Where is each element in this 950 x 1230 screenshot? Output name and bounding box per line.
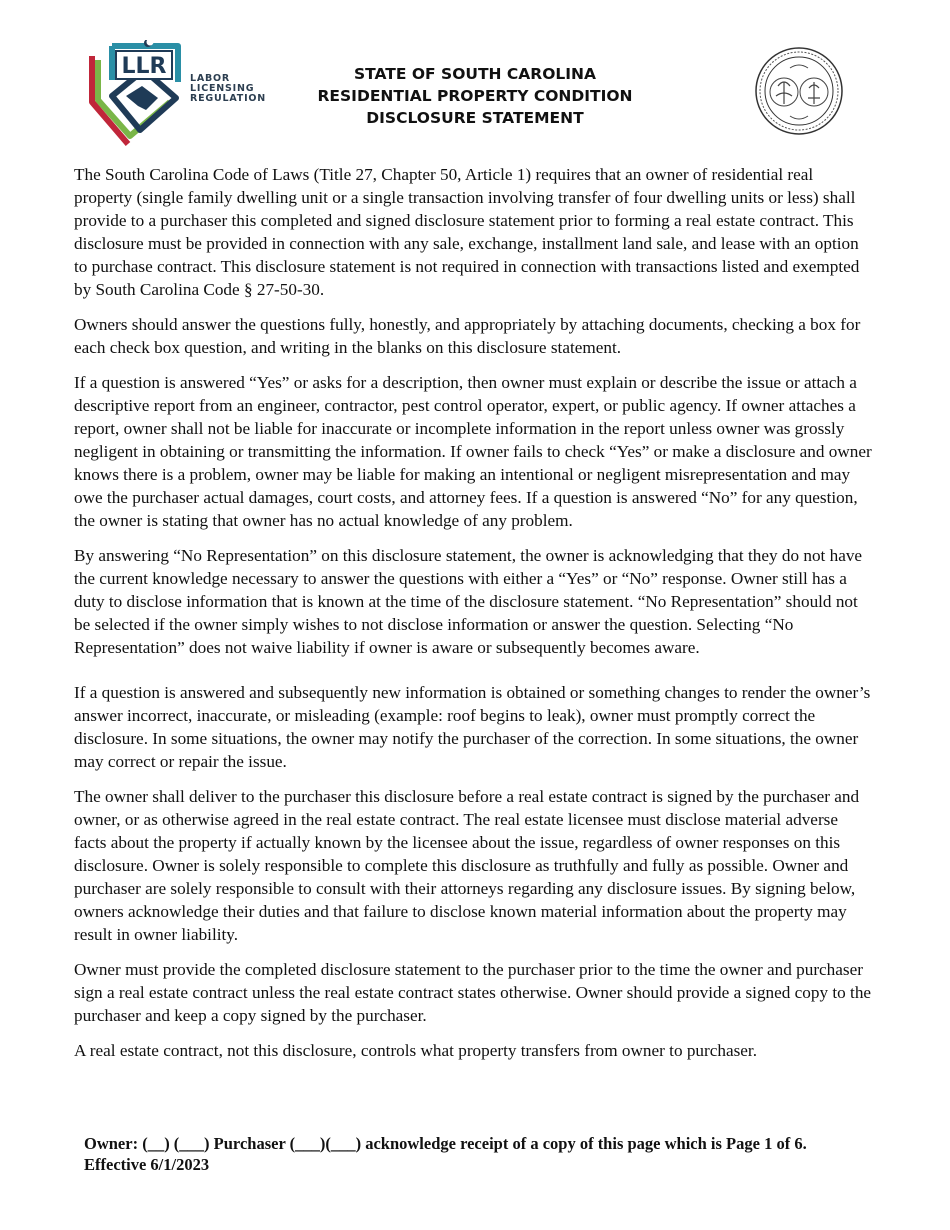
state-seal-icon	[754, 46, 844, 136]
logo-line-licensing: LICENSING	[190, 83, 255, 94]
llr-logo	[86, 40, 266, 150]
llr-mark-text: LLR	[121, 54, 167, 79]
effective-date: Effective 6/1/2023	[84, 1155, 210, 1174]
title-line-1: STATE OF SOUTH CAROLINA	[353, 65, 596, 83]
title-line-3: DISCLOSURE STATEMENT	[366, 109, 584, 127]
paragraph-yes-answers: If a question is answered “Yes” or asks for a description, then owner must explain or describe the issue or attach a descriptive report from an engineer, contractor, pest control operator, expert, or public agency. If owner attaches a report, owner shall not be liable for inaccurate or incomplete information in the report unless owner was grossly negligent in obtaining or transmitting the information. If owner fails to check “Yes” or make a disclosure and owner knows there is a problem, owner may be liable for making an intentional or negligent misrepresentation and may owe the purchaser actual damages, court costs, and attorney fees. If a question is answered “No” for any question, the owner is stating that owner has no actual knowledge of any problem.	[74, 373, 872, 530]
logo-line-regulation: REGULATION	[190, 93, 267, 104]
paragraph-provide-copy: Owner must provide the completed disclosure statement to the purchaser prior to the time the owner and purchaser sign a real estate contract unless the real estate contract states otherwise. Owner should provide a signed copy to the purchaser and keep a copy signed by the purchaser.	[74, 960, 872, 1025]
title-line-2: RESIDENTIAL PROPERTY CONDITION	[317, 87, 633, 105]
acknowledgment-line: Owner: (__) (___) Purchaser (___)(___) acknowledge receipt of a copy of this page which is Page 1 of 6.	[84, 1134, 807, 1153]
page-header	[0, 0, 950, 160]
paragraph-answer-fully: Owners should answer the questions fully, honestly, and appropriately by attaching documents, checking a box for each check box question, and writing in the blanks on this disclosure statement.	[74, 315, 861, 357]
paragraph-new-information: If a question is answered and subsequently new information is obtained or something changes to render the owner’s answer incorrect, inaccurate, or misleading (example: roof begins to leak), owner must promptly correct the disclosure. In some situations, the owner may notify the purchaser of the correction. In some situations, the owner may correct or repair the issue.	[74, 683, 871, 771]
paragraph-code-of-laws: The South Carolina Code of Laws (Title 27, Chapter 50, Article 1) requires that an owner of residential real property (single family dwelling unit or a single transaction involving transfer of four dwelling units or less) shall provide to a purchaser this completed and signed disclosure statement prior to forming a real estate contract. This disclosure must be provided in connection with any sale, exchange, installment land sale, and lease with an option to purchase contract. This disclosure statement is not required in connection with transactions listed and exempted by South Carolina Code § 27-50-30.	[74, 165, 860, 299]
logo-line-labor: LABOR	[190, 73, 231, 84]
paragraph-contract-controls: A real estate contract, not this disclosure, controls what property transfers from owner to purchaser.	[74, 1041, 757, 1060]
llr-logo-text	[190, 74, 266, 104]
paragraph-delivery: The owner shall deliver to the purchaser this disclosure before a real estate contract is signed by the purchaser and owner, or as otherwise agreed in the real estate contract. The real estate licensee must disclose material adverse facts about the property if actually known by the licensee about the issue, regardless of owner responses on this disclosure. Owner is solely responsible to complete this disclosure as truthfully and fully as possible. Owner and purchaser are solely responsible to consult with their attorneys regarding any disclosure issues. By signing below, owners acknowledge their duties and that failure to disclose known material information about the property may result in owner liability.	[74, 787, 860, 944]
page-title	[300, 63, 650, 129]
disclosure-body	[74, 163, 874, 1074]
paragraph-no-representation: By answering “No Representation” on this disclosure statement, the owner is acknowledging that they do not have the current knowledge necessary to answer the questions with either a “Yes” or “No” response. Owner still has a duty to disclose information that is known at the time of the disclosure statement. “No Representation” should not be selected if the owner simply wishes to not disclose information or answer the question. Selecting “No Representation” does not waive liability if owner is aware or subsequently becomes aware.	[74, 546, 863, 657]
page-footer	[84, 1133, 884, 1175]
